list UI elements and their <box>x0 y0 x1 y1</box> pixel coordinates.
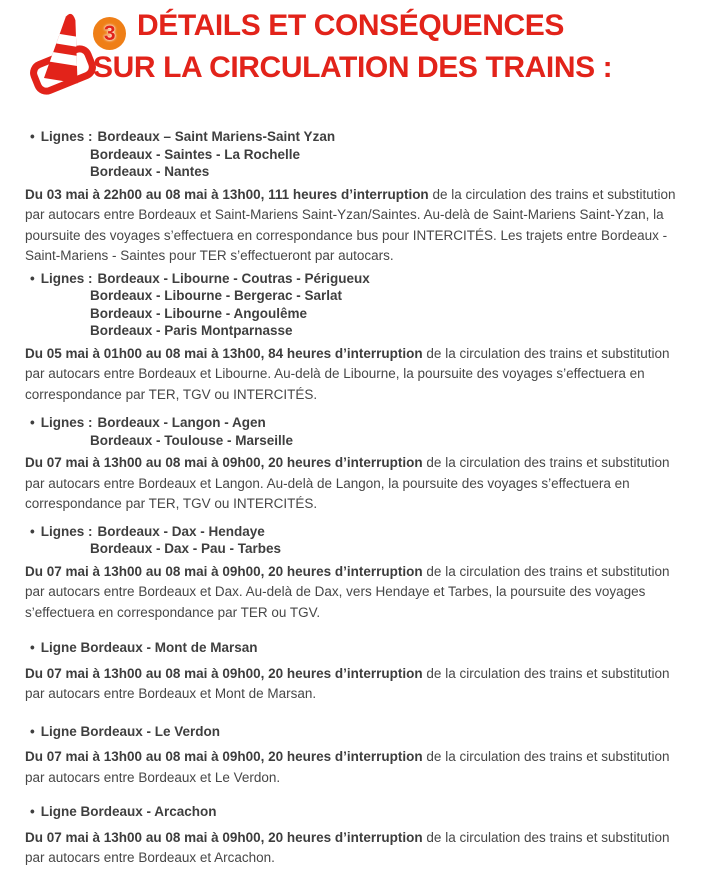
section-number-badge: 3 <box>93 17 126 50</box>
route-line <box>25 803 688 821</box>
interruption-bold: Du 05 mai à 01h00 au 08 mai à 13h00, 84 heures d’interruption <box>25 345 423 361</box>
interruption-text: de la circulation des trains et substitution par autocars entre Bordeaux et Saint-Mariens Saint-Yzan/Saintes. Au-delà de Saint-Mariens Saint-Yzan, la poursuite des voyages s’effectuera en correspondance bus pour INTERCITÉS. Les trajets entre Bordeaux - Saint-Mariens - Saintes pour TER s’effectueront par autocars. <box>25 186 676 263</box>
route-line <box>25 523 688 541</box>
route-text: Bordeaux – Saint Mariens-Saint Yzan <box>97 129 336 144</box>
header <box>25 8 688 98</box>
route-line <box>25 128 688 146</box>
bullet-icon: • <box>30 270 35 286</box>
page-title <box>93 8 688 85</box>
section-libourne <box>25 270 688 406</box>
page-title-line-1 <box>93 8 688 50</box>
route-text: Bordeaux - Langon - Agen <box>97 415 266 430</box>
route-text: Ligne Bordeaux - Le Verdon <box>40 723 221 739</box>
route-line: Bordeaux - Saintes - La Rochelle <box>90 146 301 162</box>
interruption-text: de la circulation des trains et substitution par autocars entre Bordeaux et Dax. Au-delà de Dax, vers Hendaye et Tarbes, la poursuite des voyages s’effectuera en correspondance par TER ou TGV. <box>25 563 670 620</box>
section-arcachon <box>25 803 688 869</box>
traffic-cone-icon <box>27 10 103 98</box>
routes-label: Lignes : <box>40 270 93 286</box>
interruption-bold: Du 07 mai à 13h00 au 08 mai à 09h00, 20 heures d’interruption <box>25 563 423 579</box>
route-line <box>25 723 688 741</box>
bullet-icon: • <box>30 804 35 819</box>
route-text: Bordeaux - Dax - Hendaye <box>97 523 265 539</box>
interruption-text: de la circulation des trains et substitution par autocars entre Bordeaux et Le Verdon. <box>25 749 670 785</box>
route-line <box>25 414 688 432</box>
route-line <box>25 639 688 657</box>
route-text: Ligne Bordeaux - Mont de Marsan <box>40 640 258 655</box>
route-text: Ligne Bordeaux - Arcachon <box>40 804 217 819</box>
routes-list <box>25 414 688 449</box>
route-line: Bordeaux - Libourne - Angoulême <box>90 305 308 321</box>
interruption-paragraph <box>25 828 688 869</box>
routes-label: Lignes : <box>40 415 93 430</box>
route-text: Bordeaux - Libourne - Coutras - Périgueux <box>97 270 370 286</box>
route-line: Bordeaux - Dax - Pau - Tarbes <box>90 541 282 556</box>
interruption-bold: Du 03 mai à 22h00 au 08 mai à 13h00, 111 heures d’interruption <box>25 186 429 202</box>
bullet-icon: • <box>30 723 35 739</box>
interruption-paragraph <box>25 453 688 515</box>
interruption-paragraph <box>25 185 688 267</box>
section-le-verdon <box>25 723 688 789</box>
route-line: Bordeaux - Nantes <box>90 164 210 179</box>
routes-list <box>25 523 688 558</box>
page-title-line-2: SUR LA CIRCULATION DES TRAINS : <box>93 51 613 84</box>
bullet-icon: • <box>30 640 35 655</box>
routes-label: Lignes : <box>40 523 93 539</box>
interruption-paragraph <box>25 747 688 788</box>
interruption-text: de la circulation des trains et substitution par autocars entre Bordeaux et Arcachon. <box>25 829 670 865</box>
interruption-paragraph <box>25 344 688 406</box>
section-mont-de-marsan <box>25 639 688 705</box>
route-line <box>25 270 688 288</box>
route-line: Bordeaux - Libourne - Bergerac - Sarlat <box>90 288 343 303</box>
interruption-paragraph <box>25 562 688 624</box>
interruption-text: de la circulation des trains et substitution par autocars entre Bordeaux et Mont de Marsan. <box>25 665 670 701</box>
section-langon <box>25 414 688 515</box>
bullet-icon: • <box>30 129 35 144</box>
interruption-bold: Du 07 mai à 13h00 au 08 mai à 09h00, 20 heures d’interruption <box>25 829 423 845</box>
title-text-1: DÉTAILS ET CONSÉQUENCES <box>137 9 564 42</box>
interruption-bold: Du 07 mai à 13h00 au 08 mai à 09h00, 20 heures d’interruption <box>25 665 423 681</box>
section-dax <box>25 523 688 624</box>
routes-list <box>25 128 688 181</box>
bullet-icon: • <box>30 415 35 430</box>
interruption-text: de la circulation des trains et substitution par autocars entre Bordeaux et Langon. Au-delà de Langon, la poursuite des voyages s’effectuera en correspondance par TER, TGV ou INTERCITÉS. <box>25 455 670 511</box>
section-saint-mariens <box>25 128 688 267</box>
routes-label: Lignes : <box>40 129 93 144</box>
interruption-text: de la circulation des trains et substitution par autocars entre Bordeaux et Libourne. Au-delà de Libourne, la poursuite des voyages s’effectuera en correspondance par TER, TGV ou INTERCITÉS. <box>25 345 670 402</box>
routes-list <box>25 270 688 340</box>
bullet-icon: • <box>30 523 35 539</box>
interruption-bold: Du 07 mai à 13h00 au 08 mai à 09h00, 20 heures d’interruption <box>25 455 423 470</box>
route-line: Bordeaux - Toulouse - Marseille <box>90 432 294 448</box>
route-line: Bordeaux - Paris Montparnasse <box>90 323 293 338</box>
interruption-paragraph <box>25 664 688 705</box>
interruption-bold: Du 07 mai à 13h00 au 08 mai à 09h00, 20 heures d’interruption <box>25 749 423 764</box>
